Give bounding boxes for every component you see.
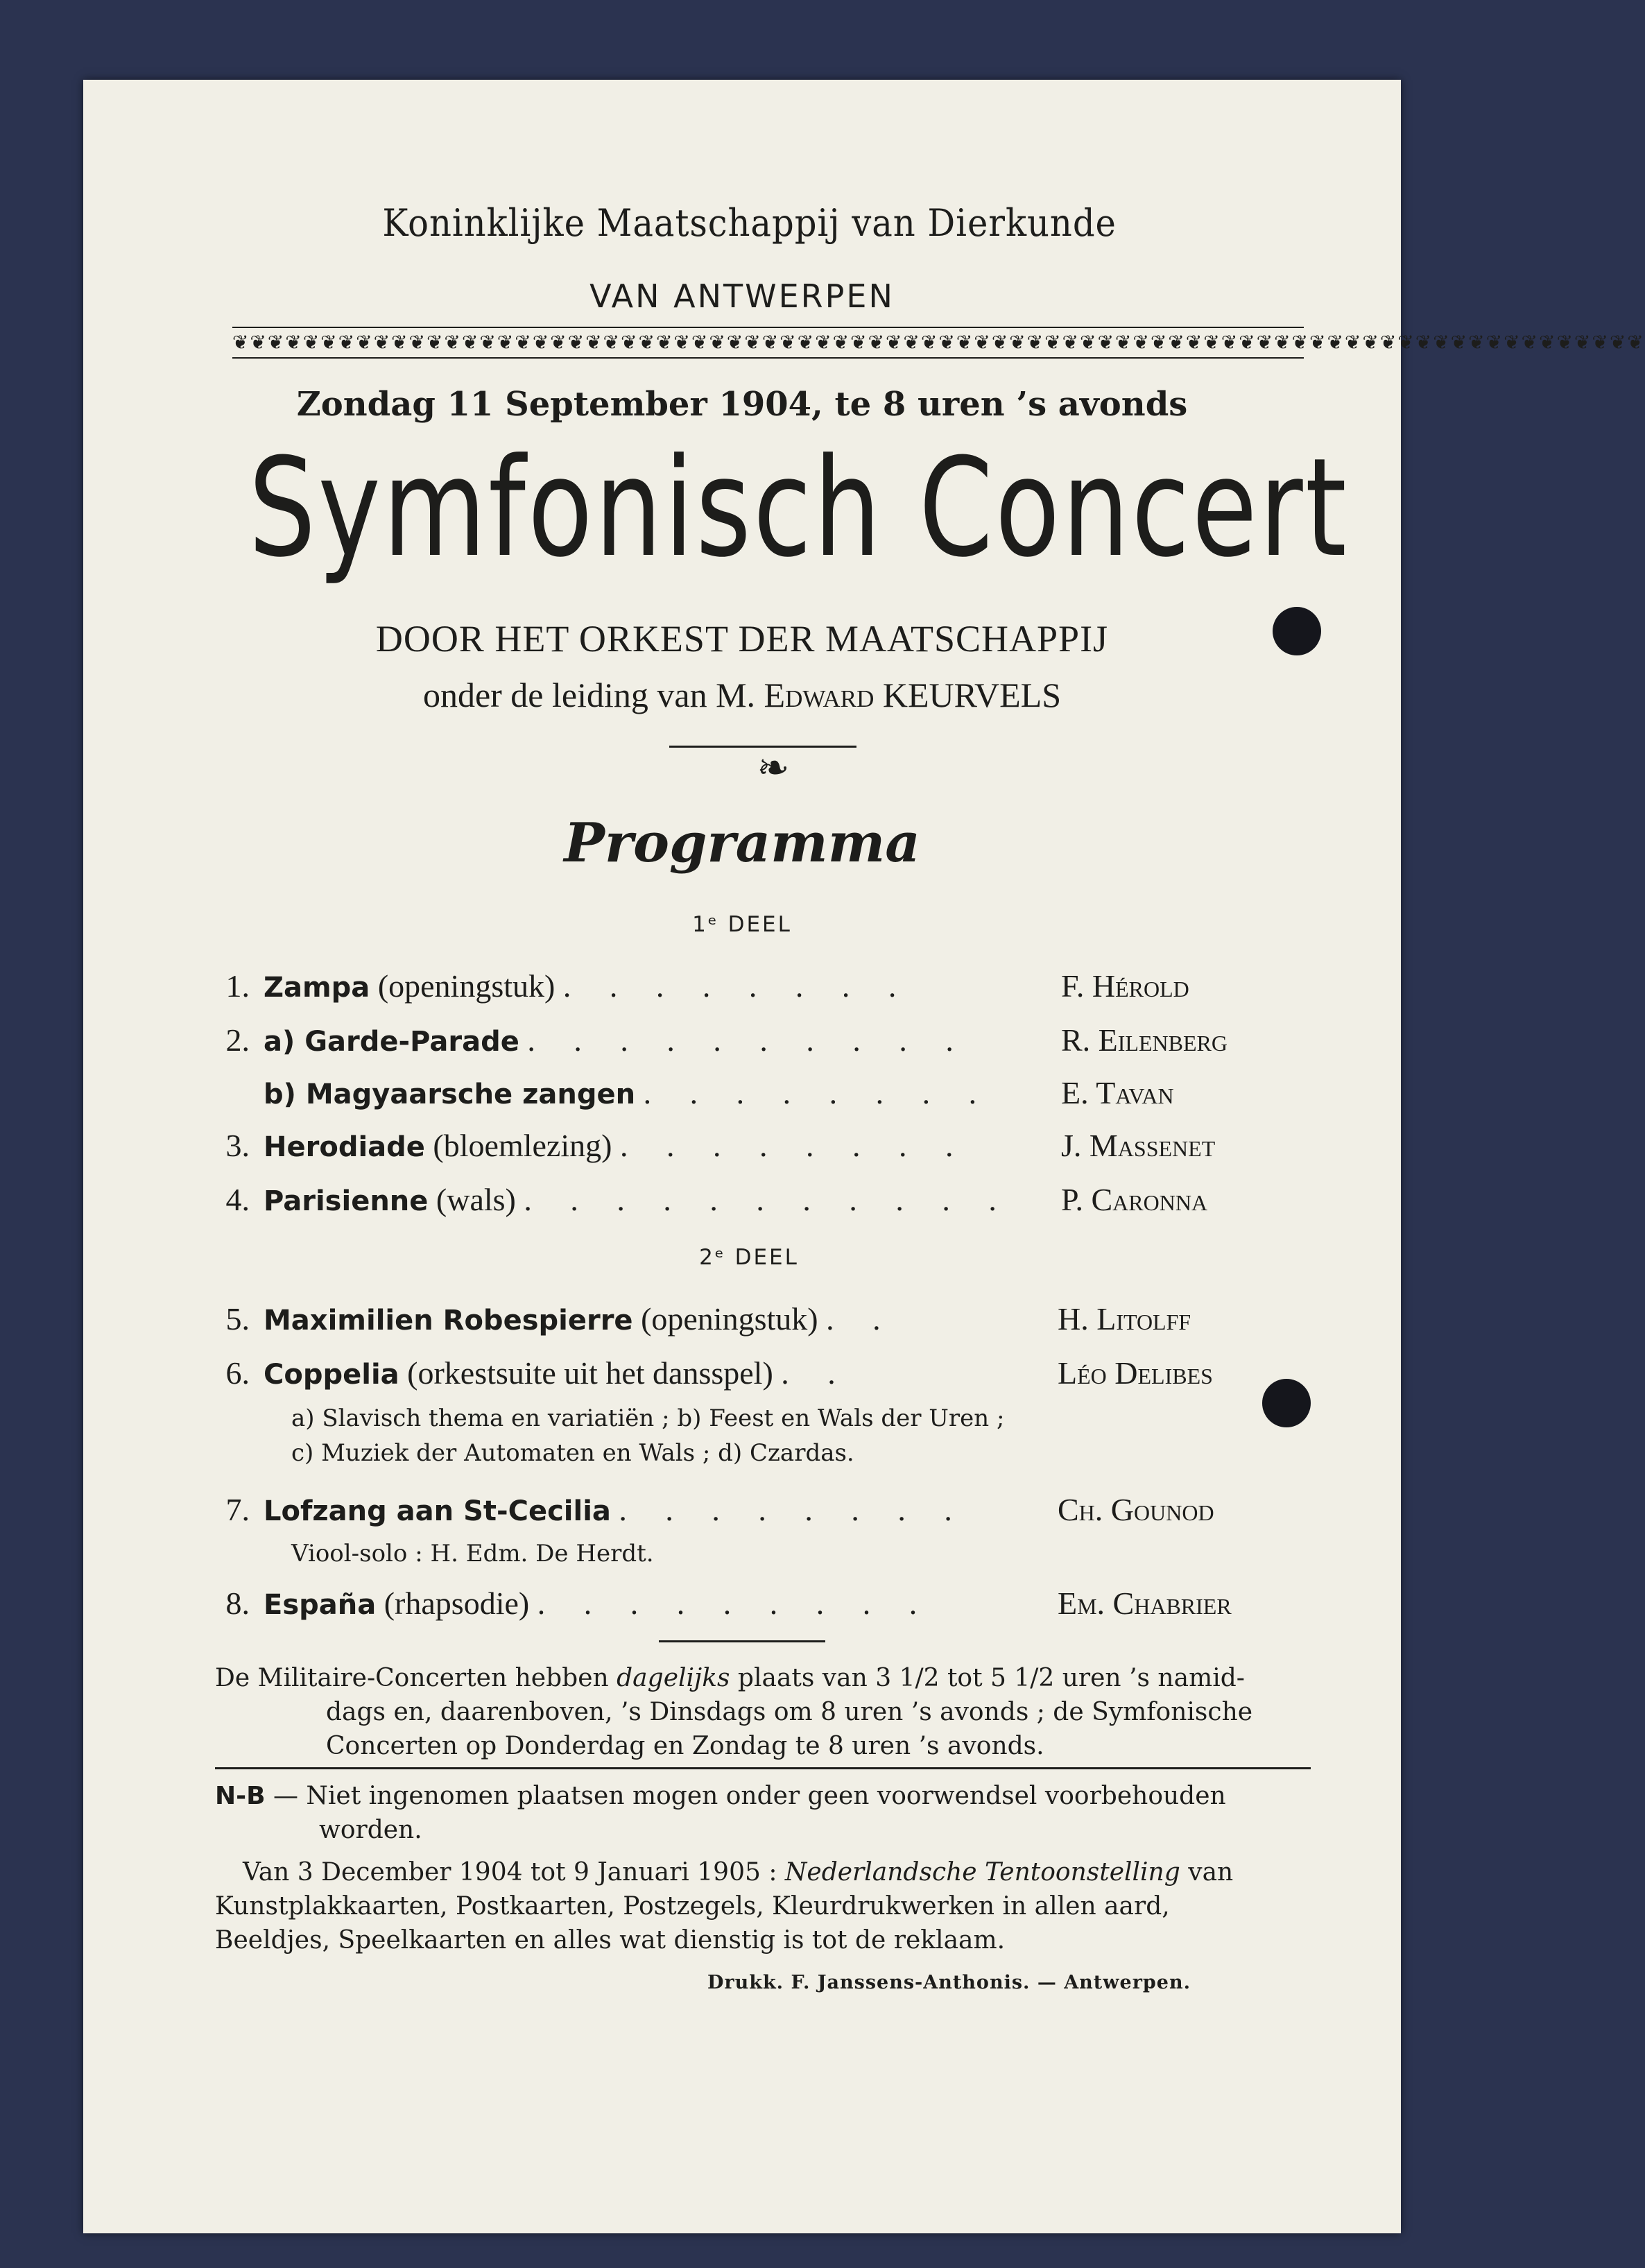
item-title: Zampa xyxy=(264,972,370,1004)
item-description: (rhapsodie) xyxy=(376,1586,530,1621)
part-one-label: 1ᵉ DEEL xyxy=(692,912,792,937)
item-composer: R. Eilenberg xyxy=(1061,1022,1228,1058)
punch-hole-bottom xyxy=(1262,1379,1311,1427)
item-title: Lofzang aan St-Cecilia xyxy=(264,1495,611,1527)
item-title: España xyxy=(264,1589,377,1621)
item-work xyxy=(264,968,911,1004)
item-number: 2. xyxy=(225,1022,250,1058)
item-dots: . . . . . . . . xyxy=(562,968,912,1004)
conductor-prefix: onder de leiding van M. xyxy=(422,676,756,714)
item-number: 4. xyxy=(225,1182,250,1217)
flourish-ornament-icon: ❧ xyxy=(757,747,790,790)
exhibition-line-1 xyxy=(215,1855,1311,1889)
item-number: 7. xyxy=(225,1492,250,1527)
printer-credit: Drukk. F. Janssens-Anthonis. — Antwerpen. xyxy=(707,1972,1191,1993)
border-rule-top xyxy=(232,327,1304,328)
item-composer: J. Massenet xyxy=(1061,1128,1216,1163)
item-number: 6. xyxy=(225,1355,250,1391)
item-dots: . . . . . . . . xyxy=(619,1128,969,1163)
divider-line xyxy=(215,1767,1311,1769)
nb-line-2: worden. xyxy=(319,1816,422,1844)
item-work xyxy=(264,1127,968,1164)
military-note-line-2: dags en, daarenboven, ’s Dinsdags om 8 uren ’s avonds ; de Symfonische xyxy=(326,1698,1253,1726)
conductor-line xyxy=(83,675,1401,715)
decorative-border xyxy=(232,327,1645,359)
concert-title: Symfonisch Concert xyxy=(248,429,1349,587)
item-dots: . . xyxy=(826,1301,896,1337)
orchestra-line: DOOR HET ORKEST DER MAATSCHAPPIJ xyxy=(375,618,1109,660)
program-heading: Programma xyxy=(564,811,920,875)
military-concerts-note xyxy=(215,1661,1311,1763)
military-note-line-1 xyxy=(215,1661,1311,1695)
item-work xyxy=(264,1181,1012,1218)
item-description: (bloemlezing) xyxy=(424,1128,612,1163)
concert-date: Zondag 11 September 1904, te 8 uren ’s avonds xyxy=(296,385,1188,424)
divider-line xyxy=(659,1640,825,1642)
item-composer: P. Caronna xyxy=(1061,1182,1208,1217)
item-number: 1. xyxy=(225,968,250,1004)
nb-label: N-B xyxy=(215,1782,266,1810)
item-composer: H. Litolff xyxy=(1058,1301,1191,1337)
conductor-last-name: KEURVELS xyxy=(882,676,1062,714)
item-composer: E. Tavan xyxy=(1061,1075,1174,1110)
item-title: Maximilien Robespierre xyxy=(264,1305,633,1337)
item-composer: Léo Delibes xyxy=(1058,1355,1213,1391)
coppelia-movements-line-1: a) Slavisch thema en variatiën ; b) Feest en Wals der Uren ; xyxy=(291,1404,1005,1432)
item-description: (openingstuk) xyxy=(632,1301,818,1337)
item-title: Parisienne xyxy=(264,1185,429,1217)
item-dots: . . . . . . . . . xyxy=(537,1586,933,1621)
item-title: Coppelia xyxy=(264,1359,399,1391)
society-name: Koninklijke Maatschappij van Dierkunde xyxy=(382,201,1117,245)
nb-line-1 xyxy=(215,1779,1311,1813)
exhibition-title: Nederlandsche Tentoonstelling xyxy=(784,1858,1180,1887)
item-composer: Em. Chabrier xyxy=(1058,1586,1232,1621)
item-work xyxy=(264,1300,896,1337)
item-description: (wals) xyxy=(428,1182,516,1217)
exhibition-text: van xyxy=(1180,1858,1234,1887)
military-note-emphasis: dagelijks xyxy=(617,1664,730,1692)
item-number: 3. xyxy=(225,1128,250,1163)
border-rule-bottom xyxy=(232,357,1304,359)
nb-text: — Niet ingenomen plaatsen mogen onder geen voorwendsel voorbehouden xyxy=(265,1782,1226,1810)
item-composer: Ch. Gounod xyxy=(1058,1492,1214,1527)
item-title: b) Magyaarsche zangen xyxy=(264,1079,636,1110)
nb-note xyxy=(215,1779,1311,1847)
item-work xyxy=(264,1022,969,1058)
item-dots: . . . . . . . . . . . xyxy=(524,1182,1012,1217)
coppelia-movements-line-2: c) Muziek der Automaten en Wals ; d) Czardas. xyxy=(291,1439,854,1467)
item-description: (openingstuk) xyxy=(370,968,555,1004)
item-work xyxy=(264,1491,967,1528)
conductor-first-name: Edward xyxy=(764,676,875,714)
item-dots: . . . . . . . . xyxy=(619,1492,967,1527)
item-title: Herodiade xyxy=(264,1131,425,1163)
military-note-text: plaats van 3 1/2 tot 5 1/2 uren ’s namid- xyxy=(730,1664,1245,1692)
item-number: 8. xyxy=(225,1586,250,1621)
violin-solo-note: Viool-solo : H. Edm. De Herdt. xyxy=(291,1540,654,1567)
item-dots: . . . . . . . . xyxy=(643,1075,992,1110)
part-two-label: 2ᵉ DEEL xyxy=(699,1245,799,1270)
item-work xyxy=(264,1074,992,1111)
society-city: VAN ANTWERPEN xyxy=(589,277,895,315)
item-number: 5. xyxy=(225,1301,250,1337)
item-dots: . . . . . . . . . . xyxy=(527,1022,969,1058)
exhibition-line-2: Kunstplakkaarten, Postkaarten, Postzegels, Kleurdrukwerken in allen aard, xyxy=(215,1892,1170,1921)
border-ornament-row: ❦❦❦❦❦❦❦❦❦❦❦❦❦❦❦❦❦❦❦❦❦❦❦❦❦❦❦❦❦❦❦❦❦❦❦❦❦❦❦❦❦❦❦❦❦❦❦❦❦❦❦❦❦❦❦❦❦❦❦❦❦❦❦❦❦❦❦❦❦❦❦❦❦❦❦❦❦❦❦❦ xyxy=(232,331,1645,354)
item-description: (orkestsuite uit het dansspel) xyxy=(399,1355,773,1391)
military-note-text: De Militaire-Concerten hebben xyxy=(215,1664,617,1692)
item-composer: F. Hérold xyxy=(1061,968,1189,1004)
item-dots: . . xyxy=(781,1355,851,1391)
military-note-line-3: Concerten op Donderdag en Zondag te 8 uren ’s avonds. xyxy=(326,1732,1044,1760)
item-title: a) Garde-Parade xyxy=(264,1026,519,1058)
exhibition-line-3: Beeldjes, Speelkaarten en alles wat dienstig is tot de reklaam. xyxy=(215,1926,1006,1955)
item-work xyxy=(264,1585,932,1622)
concert-program-sheet xyxy=(83,80,1645,2233)
exhibition-text: Van 3 December 1904 tot 9 Januari 1905 : xyxy=(243,1858,785,1887)
item-work xyxy=(264,1355,851,1391)
exhibition-note xyxy=(215,1855,1311,1957)
